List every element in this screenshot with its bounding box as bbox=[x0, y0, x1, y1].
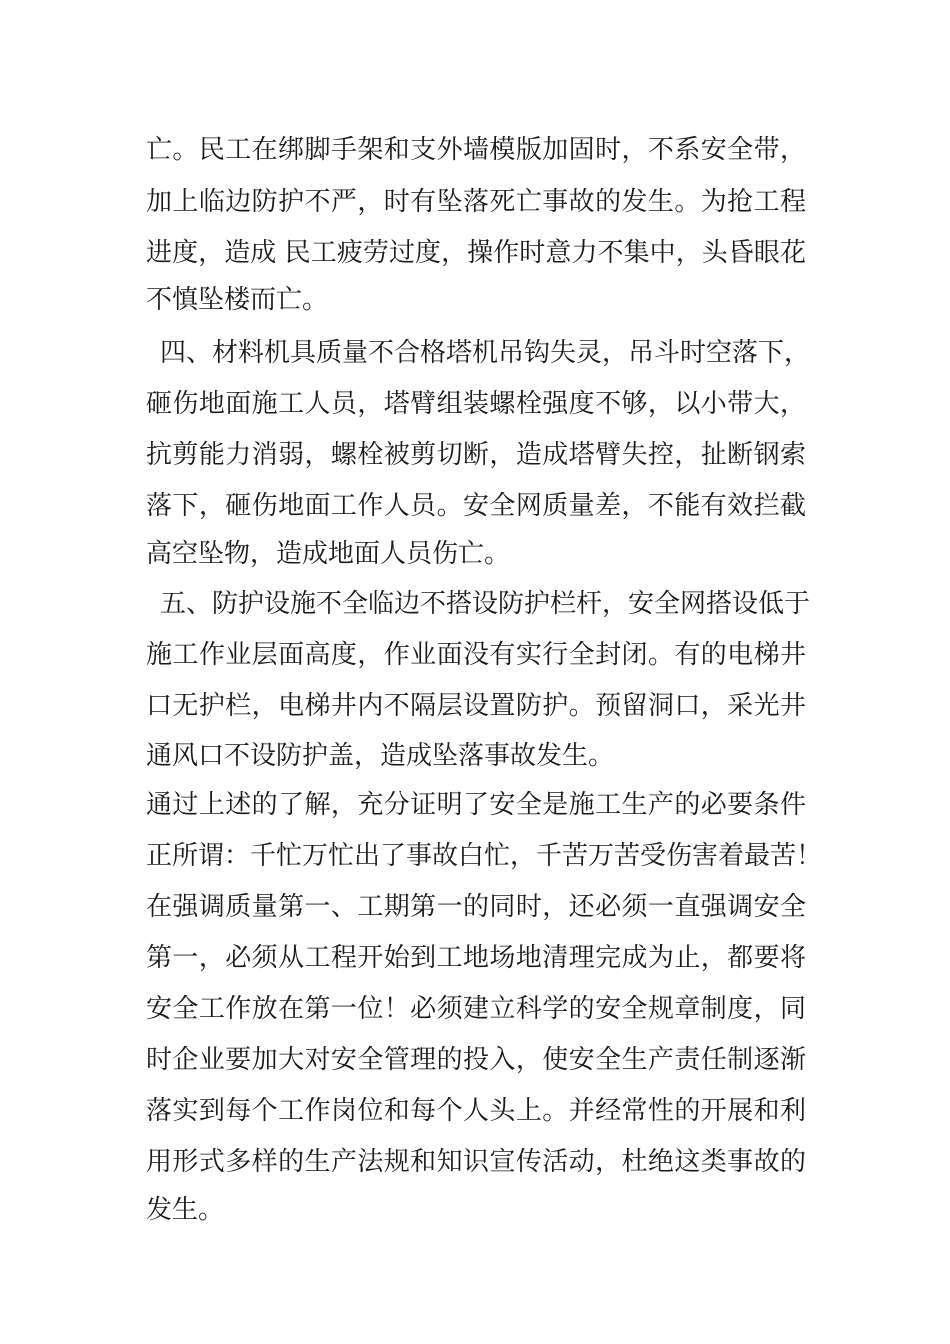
text-line: 在强调质量第一、工期第一的同时，还必须一直强调安全 bbox=[146, 892, 806, 922]
text-line: 正所谓：千忙万忙出了事故白忙，千苦万苦受伤害着最苦！ bbox=[146, 841, 823, 871]
text-line: 通过上述的了解，充分证明了安全是施工生产的必要条件 bbox=[146, 790, 806, 820]
text-line: 砸伤地面施工人员，塔臂组装螺栓强度不够，以小带大， bbox=[146, 389, 806, 419]
section-heading-four: 四、材料机具质量不合格塔机吊钩失灵，吊斗时空落下， bbox=[160, 338, 811, 368]
text-line: 第一，必须从工程开始到工地场地清理完成为止，都要将 bbox=[146, 943, 806, 973]
text-line: 发生。 bbox=[146, 1195, 225, 1225]
text-line: 安全工作放在第一位！必须建立科学的安全规章制度，同 bbox=[146, 994, 806, 1024]
text-line: 时企业要加大对安全管理的投入，使安全生产责任制逐渐 bbox=[146, 1045, 806, 1075]
text-line: 亡。民工在绑脚手架和支外墙模版加固时，不系安全带， bbox=[146, 135, 806, 165]
text-line: 进度，造成 民工疲劳过度，操作时意力不集中，头昏眼花 bbox=[146, 238, 806, 268]
text-line: 落下，砸伤地面工作人员。安全网质量差，不能有效拦截 bbox=[146, 491, 806, 521]
text-line: 用形式多样的生产法规和知识宣传活动，杜绝这类事故的 bbox=[146, 1147, 806, 1177]
text-line: 通风口不设防护盖，造成坠落事故发生。 bbox=[146, 741, 615, 771]
text-line: 落实到每个工作岗位和每个人头上。并经常性的开展和利 bbox=[146, 1096, 806, 1126]
section-heading-five: 五、防护设施不全临边不搭设防护栏杆，安全网搭设低于 bbox=[160, 589, 811, 619]
text-line: 口无护栏，电梯井内不隔层设置防护。预留洞口，采光井 bbox=[146, 691, 806, 721]
text-line: 施工作业层面高度，作业面没有实行全封闭。有的电梯井 bbox=[146, 640, 806, 670]
text-line: 高空坠物，造成地面人员伤亡。 bbox=[146, 539, 511, 569]
text-line: 加上临边防护不严，时有坠落死亡事故的发生。为抢工程 bbox=[146, 187, 806, 217]
text-line: 不慎坠楼而亡。 bbox=[146, 285, 329, 315]
text-line: 抗剪能力消弱，螺栓被剪切断，造成塔臂失控，扯断钢索 bbox=[146, 440, 806, 470]
